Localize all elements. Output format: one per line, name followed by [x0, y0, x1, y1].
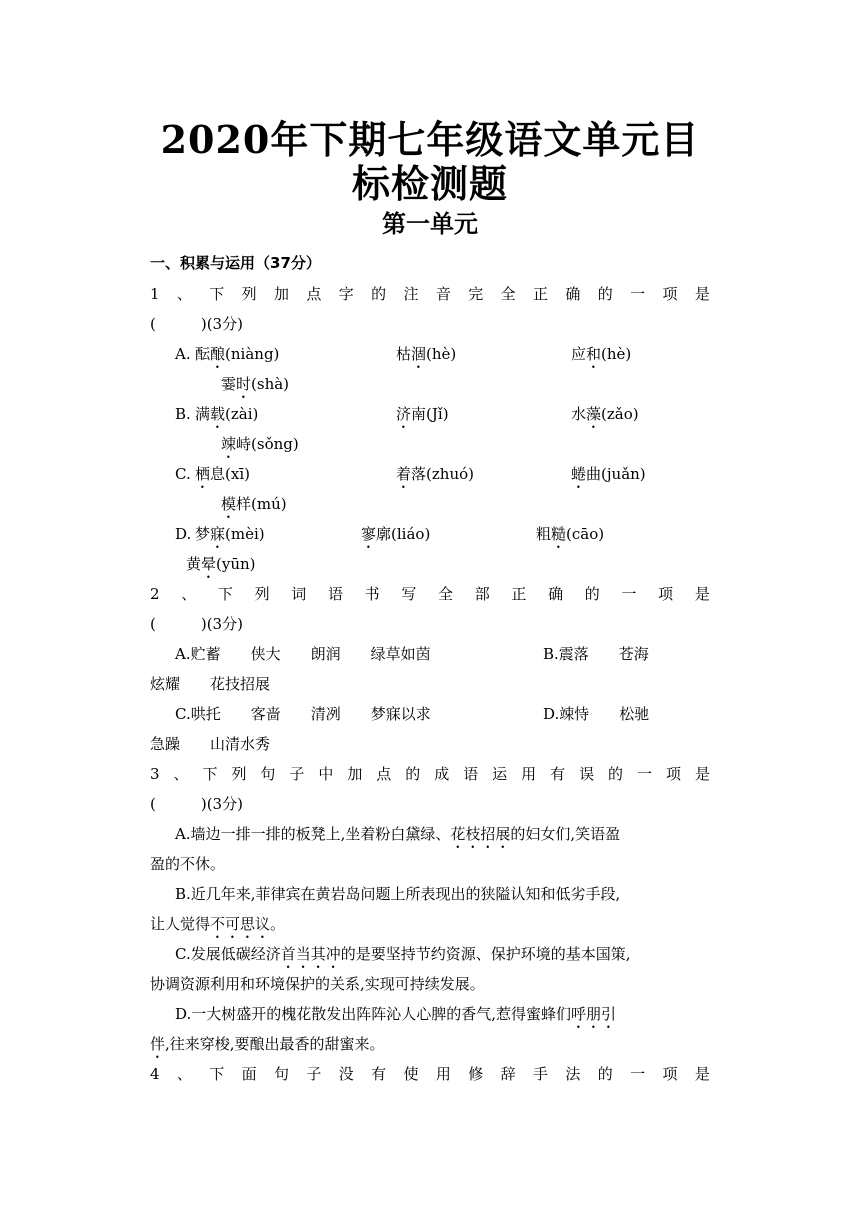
stem-char: 使 [403, 1065, 419, 1083]
q3-option-d-cont: 伴,往来穿梭,要酿出最香的甜蜜来。 [150, 1035, 385, 1053]
stem-char: 语 [463, 765, 479, 783]
stem-char: 是 [694, 585, 710, 603]
doc-title-line2: 标检测题 [351, 161, 508, 206]
stem-char: 的 [405, 765, 421, 783]
stem-char: 写 [401, 585, 417, 603]
q3-option-a-cont: 盈的不休。 [150, 855, 226, 873]
stem-char: 有 [371, 1065, 387, 1083]
q1-b-word3: 水藻(zǎo) [571, 405, 639, 423]
stem-char: 运 [492, 765, 508, 783]
stem-char: 4 [150, 1065, 160, 1083]
q1-d-word3: 粗糙(cāo) [536, 525, 605, 543]
stem-char: 加 [274, 285, 290, 303]
stem-char: 、 [176, 285, 192, 303]
stem-char: 用 [435, 1065, 451, 1083]
stem-char: 子 [289, 765, 305, 783]
q1-b-word2: 济南(Jǐ) [396, 405, 449, 423]
q3-option-b: B.近几年来,菲律宾在黄岩岛问题上所表现出的狭隘认知和低劣手段, [175, 885, 621, 903]
stem-char: 正 [533, 285, 549, 303]
stem-char: 一 [637, 765, 653, 783]
q3-stem [150, 763, 710, 785]
stem-char: 误 [579, 765, 595, 783]
stem-char: 项 [662, 285, 678, 303]
stem-char: 、 [181, 585, 197, 603]
stem-char: 完 [468, 285, 484, 303]
unit-title: 第一单元 [382, 210, 478, 238]
stem-char: 列 [241, 285, 257, 303]
stem-char: 书 [364, 585, 380, 603]
stem-char: 句 [260, 765, 276, 783]
stem-char: 有 [550, 765, 566, 783]
q2-option-b-cont: 炫耀 花技招展 [150, 675, 271, 693]
stem-char: 修 [468, 1065, 484, 1083]
q1-d-prefix: D. [175, 525, 192, 543]
q3-option-a: A.墙边一排一排的板凳上,坐着粉白黛绿、花枝招展的妇女们,笑语盈 [175, 825, 621, 843]
q1-a-word2: 枯涸(hè) [396, 345, 457, 363]
q1-b-prefix: B. [175, 405, 191, 423]
stem-char: 确 [565, 285, 581, 303]
stem-char: 手 [533, 1065, 549, 1083]
stem-char: 的 [584, 585, 600, 603]
q1-c-word2: 着落(zhuó) [396, 465, 474, 483]
q1-c-word4: 模样(mú) [221, 495, 287, 513]
stem-char: 1 [150, 285, 160, 303]
q1-score: ( )(3分) [150, 315, 243, 333]
q4-stem [150, 1063, 710, 1085]
stem-char: 的 [608, 765, 624, 783]
q1-c-word3: 蜷曲(juǎn) [571, 465, 646, 483]
q1-a-word4: 霎时(shà) [221, 375, 290, 393]
stem-char: 点 [306, 285, 322, 303]
q1-b-word4: 竦峙(sǒng) [221, 435, 299, 453]
stem-char: 音 [435, 285, 451, 303]
q2-stem [150, 583, 710, 605]
stem-char: 正 [511, 585, 527, 603]
stem-char: 词 [291, 585, 307, 603]
stem-char: 确 [548, 585, 564, 603]
section-heading: 一、积累与运用（37分） [150, 254, 321, 272]
q1-d-word4: 黄晕(yūn) [186, 555, 256, 573]
q2-option-d: D.竦恃 松驰 [543, 705, 650, 723]
q1-a-word1: 酝酿(niàng) [195, 345, 280, 363]
stem-char: 3 [150, 765, 160, 783]
stem-char: 的 [371, 285, 387, 303]
stem-char: 加 [347, 765, 363, 783]
stem-char: 一 [630, 1065, 646, 1083]
q2-option-c: C.哄托 客啬 清冽 梦寐以求 [175, 705, 431, 723]
stem-char: 项 [665, 765, 681, 783]
stem-char: 成 [434, 765, 450, 783]
q1-a-word3: 应和(hè) [571, 345, 632, 363]
stem-char: 法 [565, 1065, 581, 1083]
q1-c-prefix: C. [175, 465, 191, 483]
stem-char: 部 [474, 585, 490, 603]
q1-stem [150, 283, 710, 305]
stem-char: 下 [209, 1065, 225, 1083]
stem-char: 点 [376, 765, 392, 783]
stem-char: 没 [338, 1065, 354, 1083]
q2-option-d-cont: 急躁 山清水秀 [150, 735, 271, 753]
q1-a-prefix: A. [175, 345, 191, 363]
stem-char: 语 [327, 585, 343, 603]
q2-option-a: A.贮蓄 侠大 朗润 绿草如茵 [175, 645, 431, 663]
stem-char: 、 [176, 1065, 192, 1083]
stem-char: 一 [630, 285, 646, 303]
q3-option-b-cont: 让人觉得不可思议。 [150, 915, 286, 933]
stem-char: 、 [173, 765, 189, 783]
q1-d-word1: 梦寐(mèi) [195, 525, 265, 543]
q1-c-word1: 栖息(xī) [195, 465, 250, 483]
q3-option-d: D.一大树盛开的槐花散发出阵阵沁人心脾的香气,惹得蜜蜂们呼朋引 [175, 1005, 617, 1023]
stem-char: 下 [217, 585, 233, 603]
stem-char: 下 [202, 765, 218, 783]
stem-char: 字 [338, 285, 354, 303]
stem-char: 中 [318, 765, 334, 783]
stem-char: 项 [658, 585, 674, 603]
stem-char: 一 [621, 585, 637, 603]
stem-char: 下 [209, 285, 225, 303]
stem-char: 列 [254, 585, 270, 603]
stem-char: 辞 [500, 1065, 516, 1083]
stem-char: 注 [403, 285, 419, 303]
stem-char: 2 [150, 585, 160, 603]
stem-char: 是 [694, 1065, 710, 1083]
stem-char: 全 [500, 285, 516, 303]
q3-option-c-cont: 协调资源利用和环境保护的关系,实现可持续发展。 [150, 975, 485, 993]
doc-title-line1: 2020年下期七年级语文单元目 [160, 117, 700, 162]
stem-char: 用 [521, 765, 537, 783]
stem-char: 是 [694, 285, 710, 303]
stem-char: 子 [306, 1065, 322, 1083]
stem-char: 列 [231, 765, 247, 783]
stem-char: 是 [694, 765, 710, 783]
q2-option-b: B.震落 苍海 [543, 645, 649, 663]
q1-b-word1: 满载(zài) [195, 405, 259, 423]
q2-score: ( )(3分) [150, 615, 243, 633]
stem-char: 句 [274, 1065, 290, 1083]
stem-char: 的 [597, 285, 613, 303]
q1-d-word2: 寥廓(liáo) [361, 525, 431, 543]
q3-option-c: C.发展低碳经济首当其冲的是要坚持节约资源、保护环境的基本国策, [175, 945, 631, 963]
stem-char: 项 [662, 1065, 678, 1083]
stem-char: 的 [597, 1065, 613, 1083]
q3-score: ( )(3分) [150, 795, 243, 813]
stem-char: 全 [438, 585, 454, 603]
stem-char: 面 [241, 1065, 257, 1083]
